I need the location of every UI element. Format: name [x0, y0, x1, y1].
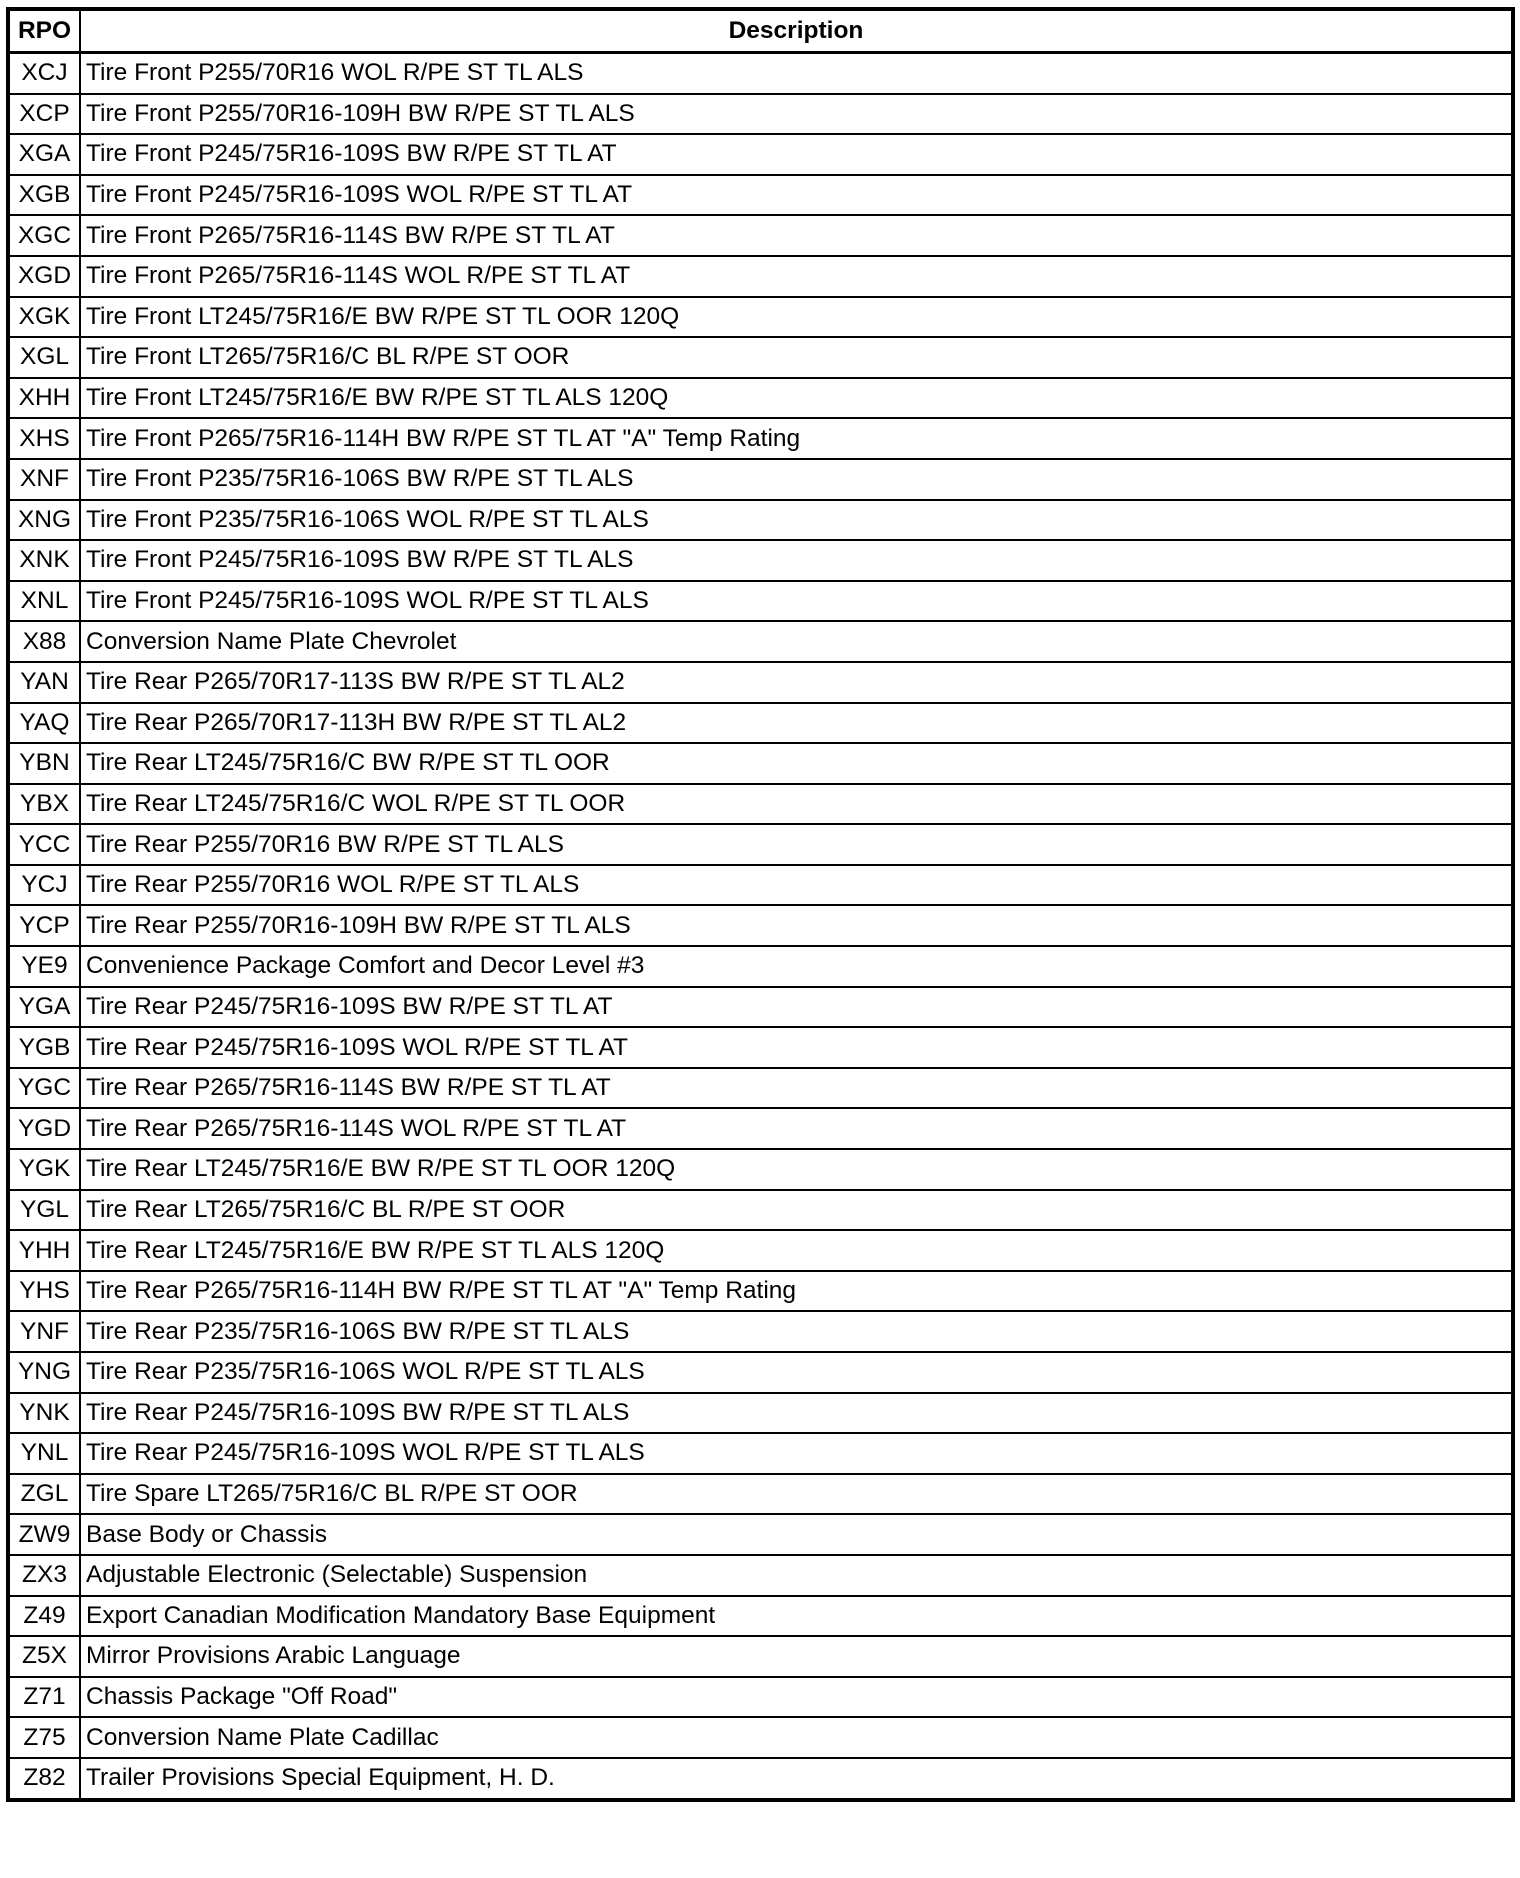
rpo-description: Tire Rear P265/75R16-114S BW R/PE ST TL AT [80, 1068, 1513, 1109]
table-row [8, 1596, 1513, 1637]
rpo-code: ZW9 [8, 1514, 80, 1555]
rpo-description: Conversion Name Plate Cadillac [80, 1717, 1513, 1758]
rpo-description: Tire Front P265/75R16-114H BW R/PE ST TL AT "A" Temp Rating [80, 418, 1513, 459]
rpo-code: Z75 [8, 1717, 80, 1758]
rpo-code: YNF [8, 1311, 80, 1352]
rpo-description: Base Body or Chassis [80, 1514, 1513, 1555]
table-row [8, 540, 1513, 581]
rpo-code: YGK [8, 1149, 80, 1190]
table-row [8, 134, 1513, 175]
rpo-code: YBN [8, 743, 80, 784]
rpo-description: Tire Front P265/75R16-114S BW R/PE ST TL AT [80, 215, 1513, 256]
rpo-description: Mirror Provisions Arabic Language [80, 1636, 1513, 1677]
table-row [8, 1352, 1513, 1393]
rpo-description: Tire Front P245/75R16-109S WOL R/PE ST TL ALS [80, 581, 1513, 622]
rpo-code: X88 [8, 621, 80, 662]
table-row [8, 1758, 1513, 1800]
table-row [8, 1068, 1513, 1109]
rpo-code: XNL [8, 581, 80, 622]
table-row [8, 337, 1513, 378]
table-row [8, 1514, 1513, 1555]
rpo-description: Tire Front P235/75R16-106S BW R/PE ST TL ALS [80, 459, 1513, 500]
table-row [8, 865, 1513, 906]
rpo-description: Tire Spare LT265/75R16/C BL R/PE ST OOR [80, 1474, 1513, 1515]
table-row [8, 1149, 1513, 1190]
table-row [8, 378, 1513, 419]
table-row [8, 905, 1513, 946]
rpo-code: YCC [8, 824, 80, 865]
rpo-description: Tire Rear P255/70R16 WOL R/PE ST TL ALS [80, 865, 1513, 906]
rpo-code: YNK [8, 1393, 80, 1434]
table-body [8, 53, 1513, 1800]
rpo-table [6, 7, 1515, 1802]
table-row [8, 418, 1513, 459]
rpo-code: XCP [8, 94, 80, 135]
rpo-description: Tire Rear P245/75R16-109S BW R/PE ST TL AT [80, 987, 1513, 1028]
rpo-description: Tire Rear P265/70R17-113S BW R/PE ST TL AL2 [80, 662, 1513, 703]
table-row [8, 946, 1513, 987]
column-header-description: Description [80, 9, 1513, 53]
table-row [8, 1474, 1513, 1515]
rpo-code: XGA [8, 134, 80, 175]
rpo-code: YGD [8, 1108, 80, 1149]
table-row [8, 215, 1513, 256]
table-row [8, 1433, 1513, 1474]
table-row [8, 1230, 1513, 1271]
rpo-code: YCP [8, 905, 80, 946]
rpo-code: XNK [8, 540, 80, 581]
rpo-description: Tire Front P265/75R16-114S WOL R/PE ST TL AT [80, 256, 1513, 297]
rpo-description: Tire Rear P265/75R16-114H BW R/PE ST TL AT "A" Temp Rating [80, 1271, 1513, 1312]
rpo-code: XGC [8, 215, 80, 256]
rpo-description: Tire Front P245/75R16-109S BW R/PE ST TL AT [80, 134, 1513, 175]
rpo-code: XGB [8, 175, 80, 216]
rpo-code: YNL [8, 1433, 80, 1474]
rpo-description: Tire Rear LT245/75R16/C BW R/PE ST TL OOR [80, 743, 1513, 784]
table-row [8, 1271, 1513, 1312]
table-row [8, 743, 1513, 784]
rpo-code: YAN [8, 662, 80, 703]
rpo-code: YCJ [8, 865, 80, 906]
table-row [8, 256, 1513, 297]
rpo-description: Tire Front LT265/75R16/C BL R/PE ST OOR [80, 337, 1513, 378]
table-row [8, 297, 1513, 338]
rpo-code: XNF [8, 459, 80, 500]
table-row [8, 1717, 1513, 1758]
table-header-row [8, 9, 1513, 53]
rpo-description: Tire Rear P255/70R16 BW R/PE ST TL ALS [80, 824, 1513, 865]
rpo-code: ZGL [8, 1474, 80, 1515]
rpo-description: Tire Rear LT245/75R16/E BW R/PE ST TL ALS 120Q [80, 1230, 1513, 1271]
table-row [8, 1108, 1513, 1149]
rpo-table-container [6, 7, 1511, 1802]
table-row [8, 824, 1513, 865]
table-row [8, 53, 1513, 94]
rpo-code: YAQ [8, 703, 80, 744]
rpo-code: YNG [8, 1352, 80, 1393]
rpo-code: Z49 [8, 1596, 80, 1637]
rpo-code: ZX3 [8, 1555, 80, 1596]
rpo-description: Tire Front P235/75R16-106S WOL R/PE ST TL ALS [80, 500, 1513, 541]
table-row [8, 1027, 1513, 1068]
rpo-code: YGL [8, 1190, 80, 1231]
rpo-code: XNG [8, 500, 80, 541]
table-row [8, 784, 1513, 825]
rpo-description: Tire Rear LT245/75R16/C WOL R/PE ST TL OOR [80, 784, 1513, 825]
rpo-code: YHH [8, 1230, 80, 1271]
rpo-description: Tire Rear LT265/75R16/C BL R/PE ST OOR [80, 1190, 1513, 1231]
rpo-code: YBX [8, 784, 80, 825]
rpo-code: YGC [8, 1068, 80, 1109]
rpo-description: Adjustable Electronic (Selectable) Suspension [80, 1555, 1513, 1596]
rpo-description: Tire Rear P265/70R17-113H BW R/PE ST TL AL2 [80, 703, 1513, 744]
table-row [8, 1190, 1513, 1231]
rpo-code: XCJ [8, 53, 80, 94]
rpo-code: XHH [8, 378, 80, 419]
table-row [8, 1393, 1513, 1434]
table-row [8, 459, 1513, 500]
rpo-description: Tire Front LT245/75R16/E BW R/PE ST TL ALS 120Q [80, 378, 1513, 419]
table-row [8, 581, 1513, 622]
rpo-code: YHS [8, 1271, 80, 1312]
table-row [8, 1636, 1513, 1677]
table-row [8, 703, 1513, 744]
rpo-description: Conversion Name Plate Chevrolet [80, 621, 1513, 662]
table-row [8, 621, 1513, 662]
rpo-description: Tire Rear P265/75R16-114S WOL R/PE ST TL AT [80, 1108, 1513, 1149]
rpo-code: XHS [8, 418, 80, 459]
rpo-description: Tire Rear P245/75R16-109S BW R/PE ST TL ALS [80, 1393, 1513, 1434]
rpo-description: Tire Front P245/75R16-109S BW R/PE ST TL ALS [80, 540, 1513, 581]
table-row [8, 987, 1513, 1028]
rpo-description: Tire Rear P245/75R16-109S WOL R/PE ST TL ALS [80, 1433, 1513, 1474]
table-row [8, 1677, 1513, 1718]
table-row [8, 1555, 1513, 1596]
rpo-description: Tire Rear P255/70R16-109H BW R/PE ST TL ALS [80, 905, 1513, 946]
rpo-code: YGA [8, 987, 80, 1028]
rpo-description: Tire Front LT245/75R16/E BW R/PE ST TL OOR 120Q [80, 297, 1513, 338]
rpo-description: Tire Rear LT245/75R16/E BW R/PE ST TL OOR 120Q [80, 1149, 1513, 1190]
rpo-code: XGL [8, 337, 80, 378]
rpo-description: Convenience Package Comfort and Decor Level #3 [80, 946, 1513, 987]
rpo-code: XGD [8, 256, 80, 297]
rpo-description: Tire Rear P245/75R16-109S WOL R/PE ST TL AT [80, 1027, 1513, 1068]
table-row [8, 175, 1513, 216]
table-row [8, 500, 1513, 541]
rpo-description: Tire Front P255/70R16 WOL R/PE ST TL ALS [80, 53, 1513, 94]
rpo-code: XGK [8, 297, 80, 338]
rpo-description: Tire Rear P235/75R16-106S WOL R/PE ST TL ALS [80, 1352, 1513, 1393]
rpo-code: Z82 [8, 1758, 80, 1800]
rpo-code: Z71 [8, 1677, 80, 1718]
rpo-code: YE9 [8, 946, 80, 987]
rpo-description: Tire Rear P235/75R16-106S BW R/PE ST TL ALS [80, 1311, 1513, 1352]
table-row [8, 94, 1513, 135]
table-row [8, 1311, 1513, 1352]
rpo-code: Z5X [8, 1636, 80, 1677]
column-header-rpo: RPO [8, 9, 80, 53]
rpo-description: Chassis Package "Off Road" [80, 1677, 1513, 1718]
rpo-description: Export Canadian Modification Mandatory Base Equipment [80, 1596, 1513, 1637]
rpo-code: YGB [8, 1027, 80, 1068]
rpo-description: Tire Front P245/75R16-109S WOL R/PE ST TL AT [80, 175, 1513, 216]
table-row [8, 662, 1513, 703]
rpo-description: Trailer Provisions Special Equipment, H. D. [80, 1758, 1513, 1800]
rpo-description: Tire Front P255/70R16-109H BW R/PE ST TL ALS [80, 94, 1513, 135]
